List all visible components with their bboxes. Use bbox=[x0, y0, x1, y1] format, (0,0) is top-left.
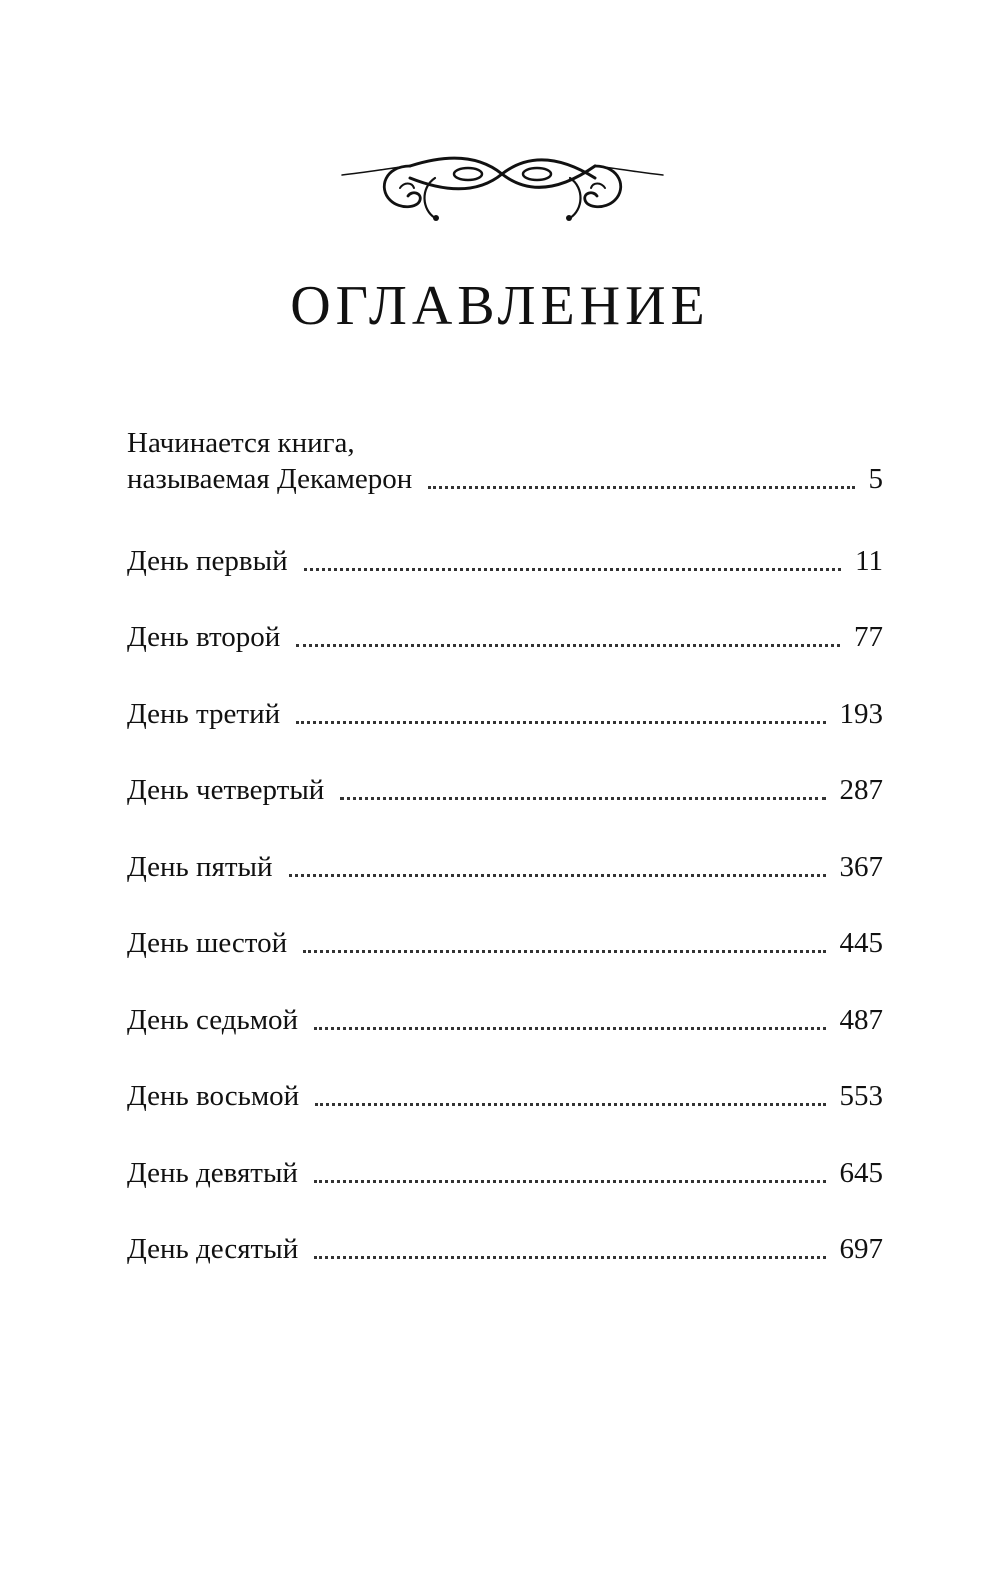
toc-entry[interactable] bbox=[127, 851, 883, 891]
toc-entry-page: 193 bbox=[839, 698, 883, 730]
toc-entry[interactable] bbox=[127, 927, 883, 967]
toc-entry-label: День десятый bbox=[127, 1233, 299, 1265]
toc-entry[interactable] bbox=[127, 1004, 883, 1044]
toc-entry-label: называемая Декамерон bbox=[127, 462, 413, 495]
toc-entry[interactable] bbox=[127, 774, 883, 814]
page-title: ОГЛАВЛЕНИЕ bbox=[290, 275, 710, 337]
dot-leader bbox=[314, 1180, 826, 1183]
toc-entry-label: День шестой bbox=[127, 927, 288, 959]
toc-entry-label: День первый bbox=[127, 545, 288, 577]
toc-entry-label: День девятый bbox=[127, 1157, 298, 1189]
dot-leader bbox=[296, 721, 825, 724]
toc-entry[interactable] bbox=[127, 1233, 883, 1273]
dot-leader bbox=[314, 1256, 825, 1259]
toc-entry-label: День пятый bbox=[127, 851, 273, 883]
toc-entry-page: 5 bbox=[868, 462, 883, 495]
dot-leader bbox=[315, 1103, 825, 1106]
toc-entry[interactable] bbox=[127, 621, 883, 661]
toc-entry-label: День четвертый bbox=[127, 774, 325, 806]
dot-leader bbox=[304, 568, 841, 571]
toc-entry[interactable] bbox=[127, 1080, 883, 1120]
flourish-ornament-icon bbox=[340, 148, 665, 228]
toc-entry[interactable] bbox=[127, 698, 883, 738]
toc-entry-label: День восьмой bbox=[127, 1080, 300, 1112]
toc-entry[interactable] bbox=[127, 425, 883, 505]
toc-entry-page: 697 bbox=[839, 1233, 883, 1265]
toc-entry-page: 77 bbox=[854, 621, 883, 653]
toc-entry-page: 367 bbox=[839, 851, 883, 883]
dot-leader bbox=[296, 644, 840, 647]
toc-entry-label: День второй bbox=[127, 621, 281, 653]
toc-entry-page: 11 bbox=[855, 545, 883, 577]
toc-entry-label: День седьмой bbox=[127, 1004, 299, 1036]
dot-leader bbox=[340, 797, 825, 800]
dot-leader bbox=[289, 874, 826, 877]
toc-entry-page: 445 bbox=[839, 927, 883, 959]
toc-entry-label: День третий bbox=[127, 698, 281, 730]
toc-entry-page: 487 bbox=[839, 1004, 883, 1036]
toc-entry-page: 645 bbox=[839, 1157, 883, 1189]
toc-entry[interactable] bbox=[127, 545, 883, 585]
dot-leader bbox=[428, 486, 854, 489]
dot-leader bbox=[314, 1027, 825, 1030]
dot-leader bbox=[303, 950, 825, 953]
toc-entry-page: 553 bbox=[839, 1080, 883, 1112]
toc-entry-label-line1: Начинается книга, bbox=[127, 427, 355, 459]
toc-entry-page: 287 bbox=[839, 774, 883, 806]
toc-entry[interactable] bbox=[127, 1157, 883, 1197]
